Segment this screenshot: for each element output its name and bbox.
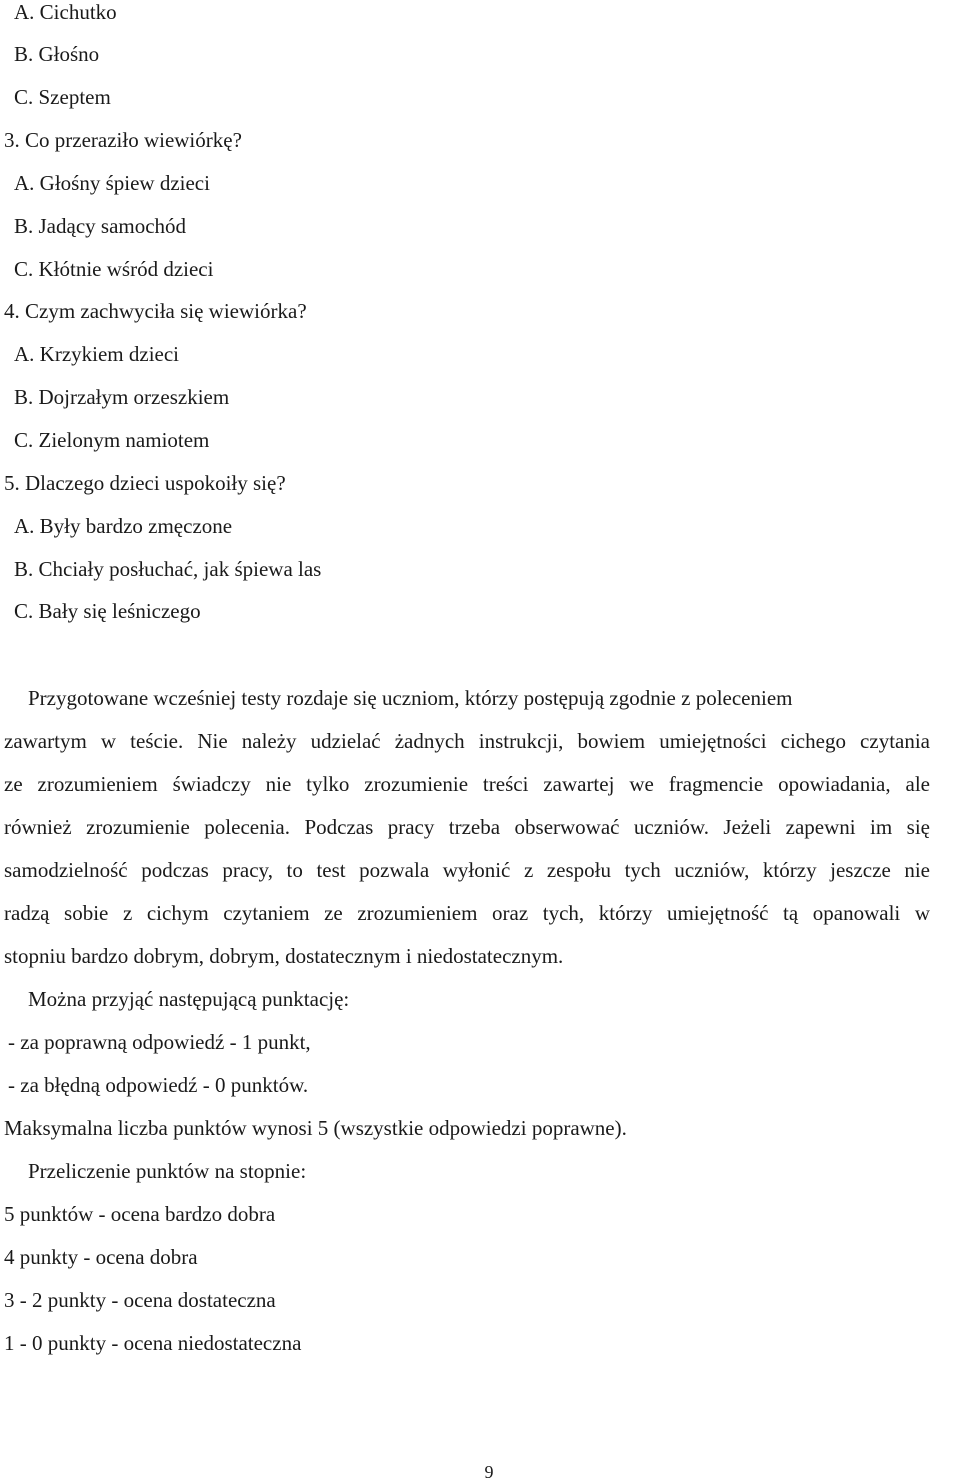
scoring-intro: Można przyjąć następującą punktację: [28,987,350,1011]
q3-option-b: B. Jadący samochód [14,214,187,238]
q4-option-a: A. Krzykiem dzieci [14,342,180,366]
q5-question: 5. Dlaczego dzieci uspokoiły się? [4,471,286,495]
scoring-rule-correct: - za poprawną odpowiedź - 1 punkt, [8,1030,311,1054]
grade-line: 3 - 2 punkty - ocena dostateczna [4,1288,276,1312]
paragraph-line: radzą sobie z cichym czytaniem ze zrozumieniem oraz tych, którzy umiejętność tą opanowali w [4,901,930,925]
q3-option-c: C. Kłótnie wśród dzieci [14,257,214,281]
q3-option-a: A. Głośny śpiew dzieci [14,171,210,195]
q2-option-c: C. Szeptem [14,85,111,109]
scoring-rule-wrong: - za błędną odpowiedź - 0 punktów. [8,1073,309,1097]
scoring-max: Maksymalna liczba punktów wynosi 5 (wszystkie odpowiedzi poprawne). [4,1116,627,1140]
q4-option-c: C. Zielonym namiotem [14,428,210,452]
q4-option-b: B. Dojrzałym orzeszkiem [14,385,230,409]
grade-line: 4 punkty - ocena dobra [4,1245,198,1269]
q3-question: 3. Co przeraziło wiewiórkę? [4,128,242,152]
q2-option-b: B. Głośno [14,42,100,66]
grade-line: 5 punktów - ocena bardzo dobra [4,1202,276,1226]
paragraph-line: Przygotowane wcześniej testy rozdaje się uczniom, którzy postępują zgodnie z poleceniem [28,686,793,710]
paragraph-line: ze zrozumieniem świadczy nie tylko zrozumienie treści zawartej we fragmencie opowiadania, ale [4,772,930,796]
q4-question: 4. Czym zachwyciła się wiewiórka? [4,299,307,323]
q5-option-c: C. Bały się leśniczego [14,599,201,623]
paragraph-line: stopniu bardzo dobrym, dobrym, dostatecznym i niedostatecznym. [4,944,564,968]
page-number: 9 [484,1462,494,1482]
q5-option-a: A. Były bardzo zmęczone [14,514,233,538]
grade-line: 1 - 0 punkty - ocena niedostateczna [4,1331,302,1355]
paragraph-line: zawartym w teście. Nie należy udzielać żadnych instrukcji, bowiem umiejętności cichego czytania [4,729,930,753]
conversion-intro: Przeliczenie punktów na stopnie: [28,1159,307,1183]
paragraph-line: również zrozumienie polecenia. Podczas pracy trzeba obserwować uczniów. Jeżeli zapewni im się [4,815,930,839]
q5-option-b: B. Chciały posłuchać, jak śpiewa las [14,557,322,581]
paragraph-line: samodzielność podczas pracy, to test pozwala wyłonić z zespołu tych uczniów, którzy jeszcze nie [4,858,930,882]
q2-option-a: A. Cichutko [14,0,117,24]
